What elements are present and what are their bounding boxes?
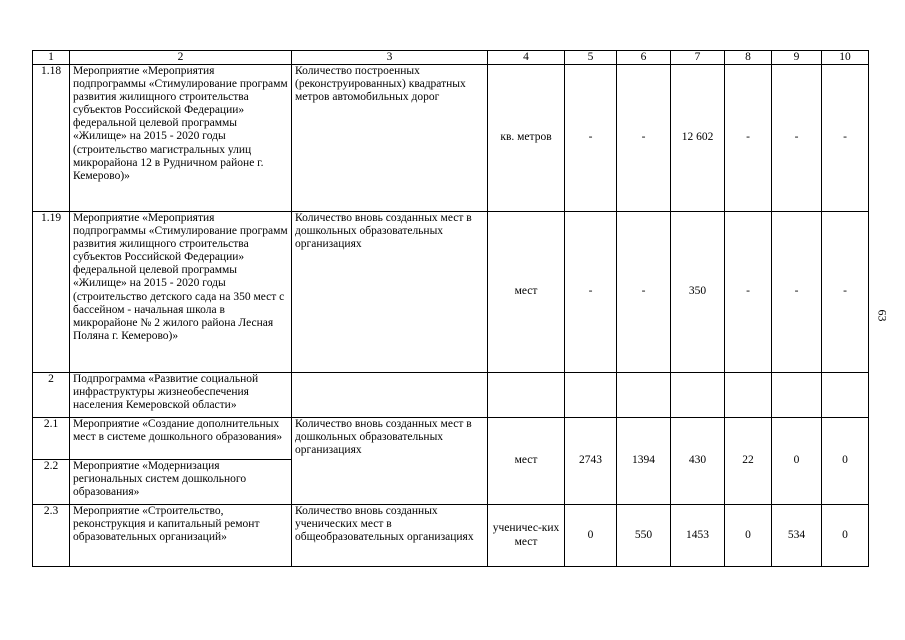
value-cell: 22 [725, 418, 772, 505]
value-cell: 430 [671, 418, 725, 505]
row-number: 1.19 [33, 212, 70, 373]
value-cell: 12 602 [671, 65, 725, 212]
header-cell: 6 [617, 51, 671, 65]
row-number: 2.3 [33, 505, 70, 567]
value-cell: - [822, 65, 869, 212]
row-number: 1.18 [33, 65, 70, 212]
header-cell: 1 [33, 51, 70, 65]
header-cell: 8 [725, 51, 772, 65]
page-number: 63 [875, 309, 890, 322]
empty-cell [565, 373, 617, 418]
event-cell: Мероприятие «Мероприятия подпрограммы «Стимулирование программ развития жилищного строительства субъектов Российской Федерации» федеральной целевой программы «Жилище» на 2015 - 2020 годы (строительство детского сада на 350 мест с бассейном - начальная школа в микрорайоне № 2 жилого района Лесная Поляна г. Кемерово)» [70, 212, 292, 373]
empty-cell [725, 373, 772, 418]
event-cell: Подпрограмма «Развитие социальной инфраструктуры жизнеобеспечения населения Кемеровской области» [70, 373, 292, 418]
header-cell: 3 [292, 51, 488, 65]
table-row [33, 212, 869, 373]
value-cell: - [617, 65, 671, 212]
value-cell: - [822, 212, 869, 373]
header-cell: 7 [671, 51, 725, 65]
value-cell: 0 [772, 418, 822, 505]
value-cell: 0 [822, 505, 869, 567]
indicators-table [32, 50, 869, 567]
value-cell: 0 [565, 505, 617, 567]
value-cell: 2743 [565, 418, 617, 505]
header-cell: 4 [488, 51, 565, 65]
value-cell: 0 [725, 505, 772, 567]
table-row [33, 373, 869, 418]
table-row [33, 505, 869, 567]
empty-cell [671, 373, 725, 418]
table-row [33, 418, 869, 460]
value-cell: - [725, 65, 772, 212]
table-row [33, 65, 869, 212]
value-cell: 1394 [617, 418, 671, 505]
empty-cell [617, 373, 671, 418]
empty-cell [822, 373, 869, 418]
value-cell: - [565, 65, 617, 212]
value-cell: - [617, 212, 671, 373]
header-cell: 2 [70, 51, 292, 65]
value-cell: - [772, 212, 822, 373]
indicator-cell: Количество вновь созданных мест в дошкольных образовательных организациях [292, 418, 488, 505]
indicator-cell: Количество вновь созданных мест в дошкольных образовательных организациях [292, 212, 488, 373]
unit-cell: мест [488, 212, 565, 373]
event-cell: Мероприятие «Модернизация региональных систем дошкольного образования» [70, 460, 292, 505]
indicator-cell: Количество построенных (реконструированных) квадратных метров автомобильных дорог [292, 65, 488, 212]
empty-cell [488, 373, 565, 418]
header-cell: 5 [565, 51, 617, 65]
row-number: 2.1 [33, 418, 70, 460]
value-cell: - [725, 212, 772, 373]
value-cell: 1453 [671, 505, 725, 567]
header-cell: 9 [772, 51, 822, 65]
value-cell: 350 [671, 212, 725, 373]
header-cell: 10 [822, 51, 869, 65]
unit-cell: ученичес-ких мест [488, 505, 565, 567]
indicator-cell: Количество вновь созданных ученических мест в общеобразовательных организациях [292, 505, 488, 567]
value-cell: 550 [617, 505, 671, 567]
value-cell: - [565, 212, 617, 373]
value-cell: 534 [772, 505, 822, 567]
value-cell: 0 [822, 418, 869, 505]
event-cell: Мероприятие «Строительство, реконструкция и капитальный ремонт образовательных организаций» [70, 505, 292, 567]
event-cell: Мероприятие «Мероприятия подпрограммы «Стимулирование программ развития жилищного строительства субъектов Российской Федерации» федеральной целевой программы «Жилище» на 2015 - 2020 годы (строительство магистральных улиц микрорайона 12 в Рудничном районе г. Кемерово)» [70, 65, 292, 212]
row-number: 2.2 [33, 460, 70, 505]
empty-cell [772, 373, 822, 418]
row-number: 2 [33, 373, 70, 418]
unit-cell: кв. метров [488, 65, 565, 212]
value-cell: - [772, 65, 822, 212]
empty-cell [292, 373, 488, 418]
event-cell: Мероприятие «Создание дополнительных мест в системе дошкольного образования» [70, 418, 292, 460]
unit-cell: мест [488, 418, 565, 505]
header-row [33, 51, 869, 65]
